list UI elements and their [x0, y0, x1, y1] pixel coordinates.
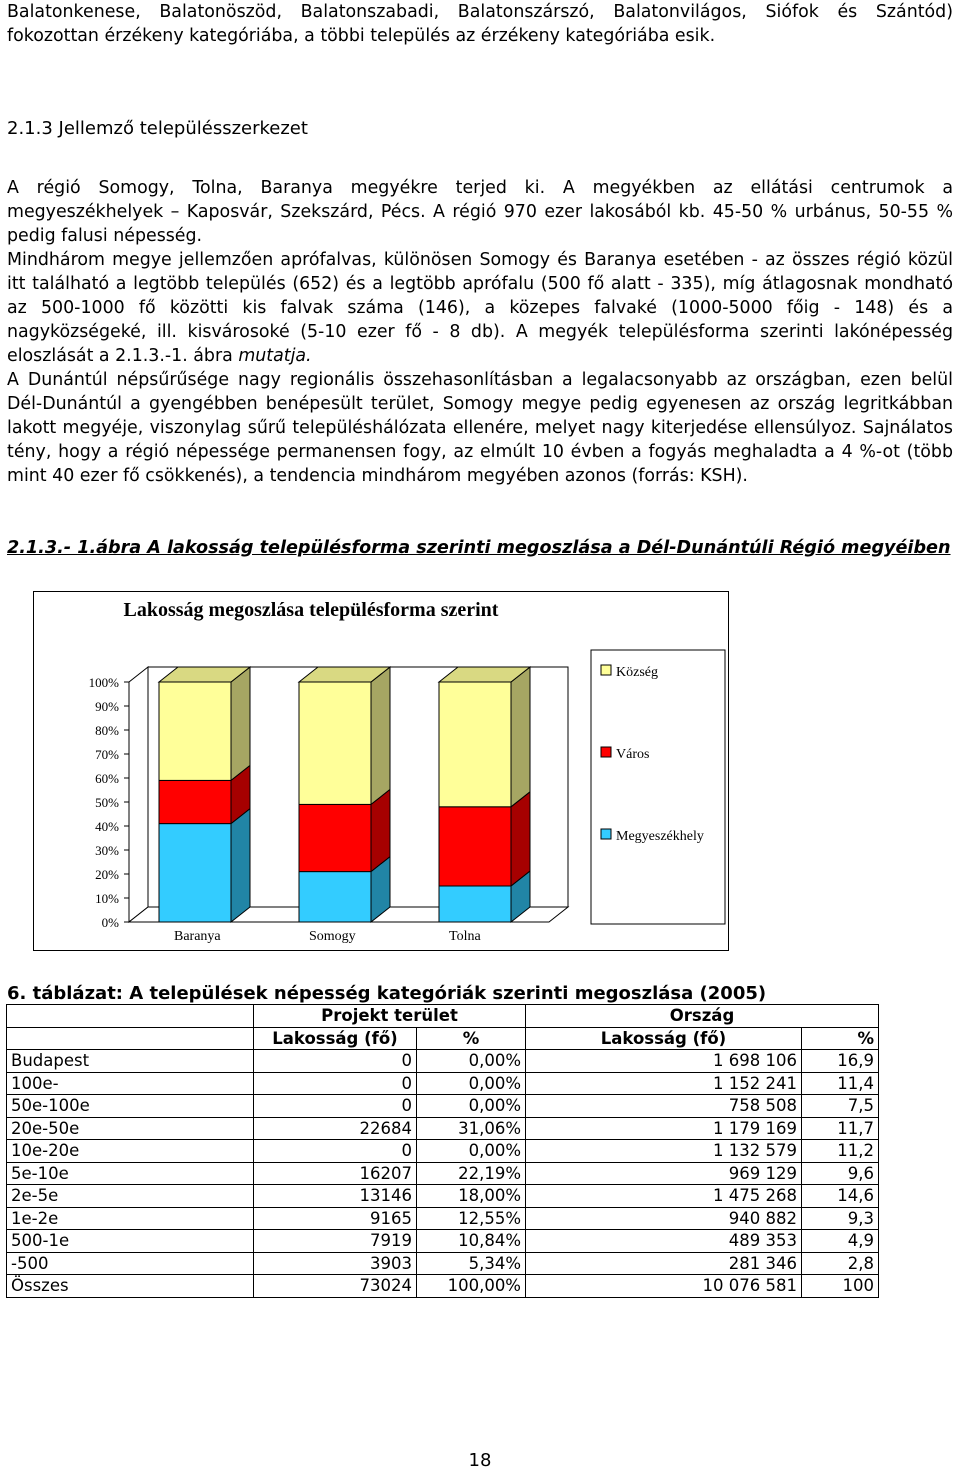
table-cell: 5,34%: [417, 1252, 526, 1275]
table-cell: 2,8: [802, 1252, 879, 1275]
table-cell: 0: [254, 1072, 417, 1095]
legend-swatch: [601, 747, 611, 757]
table-cell: 31,06%: [417, 1117, 526, 1140]
legend-box: [591, 650, 725, 924]
row-label-cell: 5e-10e: [7, 1162, 254, 1185]
category-label: Baranya: [174, 929, 221, 944]
bar-segment-side: [231, 667, 250, 780]
table-cell: 9,6: [802, 1162, 879, 1185]
row-label-cell: 50e-100e: [7, 1095, 254, 1118]
table-row: [7, 1117, 879, 1140]
table-cell: 758 508: [526, 1095, 802, 1118]
table-cell: 1 179 169: [526, 1117, 802, 1140]
bar-segment: [439, 682, 511, 807]
table-cell: 16207: [254, 1162, 417, 1185]
bar-segment-side: [371, 667, 390, 804]
legend-label: Város: [616, 747, 650, 762]
y-tick-label: 60%: [95, 771, 119, 786]
table-cell: 11,7: [802, 1117, 879, 1140]
table-cell: 100: [802, 1275, 879, 1298]
table-cell: 489 353: [526, 1230, 802, 1253]
table-group-header-row: [7, 1005, 879, 1028]
y-tick-label: 10%: [95, 891, 119, 906]
y-tick-label: 90%: [95, 699, 119, 714]
table-cell: 22,19%: [417, 1162, 526, 1185]
row-label-cell: Összes: [7, 1275, 254, 1298]
figure-title: 2.1.3.- 1.ábra A lakosság településforma szerinti megoszlása a Dél-Dunántúli Régió megyéiben: [7, 538, 951, 558]
table-cell: 1 152 241: [526, 1072, 802, 1095]
table-row: [7, 1207, 879, 1230]
stacked-bar-chart: [34, 592, 728, 950]
paragraph-region: A régió Somogy, Tolna, Baranya megyékre terjed ki. A megyékben az ellátási centrumok a megyeszékhelyek – Kaposvár, Szekszárd, Pécs. A régió 970 ezer lakosából kb. 45-50 % urbánus, 50-55 % pedig falusi népesség.: [7, 178, 953, 246]
bar-segment: [299, 804, 371, 871]
y-tick-label: 50%: [95, 795, 119, 810]
paragraph-settlements-italic: mutatja.: [238, 346, 312, 366]
chart-side-wall: [129, 667, 148, 922]
legend-label: Megyeszékhely: [616, 829, 704, 844]
intro-paragraph: Balatonkenese, Balatonöszöd, Balatonszabadi, Balatonszárszó, Balatonvilágos, Siófok és Szántód) fokozottan érzékeny kategóriába, a többi település az érzékeny kategóriába esik.: [7, 2, 953, 46]
legend-swatch: [601, 829, 611, 839]
table-cell: 0,00%: [417, 1140, 526, 1163]
table-cell: 0,00%: [417, 1050, 526, 1073]
table-cell: 1 132 579: [526, 1140, 802, 1163]
col-header-population: Lakosság (fő): [254, 1027, 417, 1050]
bar-segment-side: [231, 809, 250, 922]
bar-segment-side: [511, 667, 530, 807]
table-cell: 969 129: [526, 1162, 802, 1185]
table-row: [7, 1252, 879, 1275]
bar-segment: [159, 824, 231, 922]
table-corner-cell: [7, 1005, 254, 1028]
table-row: [7, 1050, 879, 1073]
bar-segment: [299, 872, 371, 922]
paragraph-settlements-text: Mindhárom megye jellemzően aprófalvas, különösen Somogy és Baranya esetében - az összes régió közül itt található a legtöbb település (652) és a legtöbb aprófalu (500 fő alatt - 335), míg átlagosnak mondható az 500-1000 fő közötti kis falvak száma (146), a közepes falvaké (1000-5000 főig - 148) és a nagyközségeké, ill. kisvárosoké (5-10 ezer fő - 8 db). A megyék településforma szerinti lakónépesség eloszlását a 2.1.3.-1. ábra: [7, 250, 953, 366]
row-label-cell: 20e-50e: [7, 1117, 254, 1140]
y-tick-label: 80%: [95, 723, 119, 738]
table-cell: 9,3: [802, 1207, 879, 1230]
table-cell: 22684: [254, 1117, 417, 1140]
col-header-percent: %: [417, 1027, 526, 1050]
col-header-percent: %: [802, 1027, 879, 1050]
row-label-cell: 10e-20e: [7, 1140, 254, 1163]
row-label-cell: 500-1e: [7, 1230, 254, 1253]
table-cell: 13146: [254, 1185, 417, 1208]
table-cell: 9165: [254, 1207, 417, 1230]
row-label-cell: 2e-5e: [7, 1185, 254, 1208]
table-title: 6. táblázat: A települések népesség kategóriák szerinti megoszlása (2005): [7, 983, 767, 1004]
table-cell: 3903: [254, 1252, 417, 1275]
table-row: [7, 1275, 879, 1298]
table-row: [7, 1185, 879, 1208]
bar-segment: [439, 886, 511, 922]
y-tick-label: 0%: [101, 915, 119, 930]
table-cell: 10,84%: [417, 1230, 526, 1253]
bar-segment: [159, 780, 231, 823]
table-cell: 0,00%: [417, 1095, 526, 1118]
table-cell: 73024: [254, 1275, 417, 1298]
legend-swatch: [601, 665, 611, 675]
table-row: [7, 1140, 879, 1163]
y-tick-label: 30%: [95, 843, 119, 858]
row-label-cell: Budapest: [7, 1050, 254, 1073]
table-cell: 7,5: [802, 1095, 879, 1118]
table-cell: 940 882: [526, 1207, 802, 1230]
y-tick-label: 100%: [88, 675, 119, 690]
table-cell: 10 076 581: [526, 1275, 802, 1298]
row-label-cell: 1e-2e: [7, 1207, 254, 1230]
group-header-country: Ország: [526, 1005, 879, 1028]
paragraph-density: A Dunántúl népsűrűsége nagy regionális összehasonlításban a legalacsonyabb az országban, ezen belül Dél-Dunántúl a gyengébben benépesült terület, Somogy megye pedig egyenesen az ország legritkábban lakott megyéje, viszonylag sűrű településhálózata ellenére, melyet nagy kiterjedése ellensúlyoz. Sajnálatos tény, hogy a régió népessége permanensen fogy, az elmúlt 10 évben a fogyás meghaladta a 4 %-ot (több mint 40 ezer fő csökkenés), a tendencia mindhárom megyében azonos (forrás: KSH).: [7, 370, 953, 486]
table-corner-cell: [7, 1027, 254, 1050]
category-label: Somogy: [309, 929, 356, 944]
table-sub-header-row: [7, 1027, 879, 1050]
col-header-population: Lakosság (fő): [526, 1027, 802, 1050]
table-cell: 14,6: [802, 1185, 879, 1208]
chart-title: Lakosság megoszlása településforma szerint: [123, 599, 499, 621]
bar-segment: [159, 682, 231, 780]
table-row: [7, 1162, 879, 1185]
table-cell: 281 346: [526, 1252, 802, 1275]
table-row: [7, 1230, 879, 1253]
table-cell: 12,55%: [417, 1207, 526, 1230]
table-cell: 0: [254, 1095, 417, 1118]
row-label-cell: 100e-: [7, 1072, 254, 1095]
bar-segment: [299, 682, 371, 804]
bar-segment: [439, 807, 511, 886]
table-row: [7, 1072, 879, 1095]
table-cell: 1 475 268: [526, 1185, 802, 1208]
table-cell: 1 698 106: [526, 1050, 802, 1073]
table-cell: 0: [254, 1140, 417, 1163]
bar-segment-side: [511, 792, 530, 886]
population-table: [6, 1004, 879, 1298]
y-tick-label: 70%: [95, 747, 119, 762]
y-tick-label: 40%: [95, 819, 119, 834]
table-cell: 18,00%: [417, 1185, 526, 1208]
table-cell: 0,00%: [417, 1072, 526, 1095]
table-cell: 7919: [254, 1230, 417, 1253]
table-row: [7, 1095, 879, 1118]
page-number: 18: [468, 1450, 492, 1471]
chart-frame: [33, 591, 729, 951]
table-cell: 11,2: [802, 1140, 879, 1163]
legend-label: Község: [616, 665, 658, 680]
section-heading: 2.1.3 Jellemző településszerkezet: [7, 118, 308, 139]
table-cell: 11,4: [802, 1072, 879, 1095]
category-label: Tolna: [449, 929, 481, 944]
row-label-cell: -500: [7, 1252, 254, 1275]
table-cell: 0: [254, 1050, 417, 1073]
paragraph-settlements: [7, 248, 953, 368]
y-tick-label: 20%: [95, 867, 119, 882]
table-cell: 16,9: [802, 1050, 879, 1073]
group-header-project: Projekt terület: [254, 1005, 526, 1028]
table-cell: 100,00%: [417, 1275, 526, 1298]
table-cell: 4,9: [802, 1230, 879, 1253]
